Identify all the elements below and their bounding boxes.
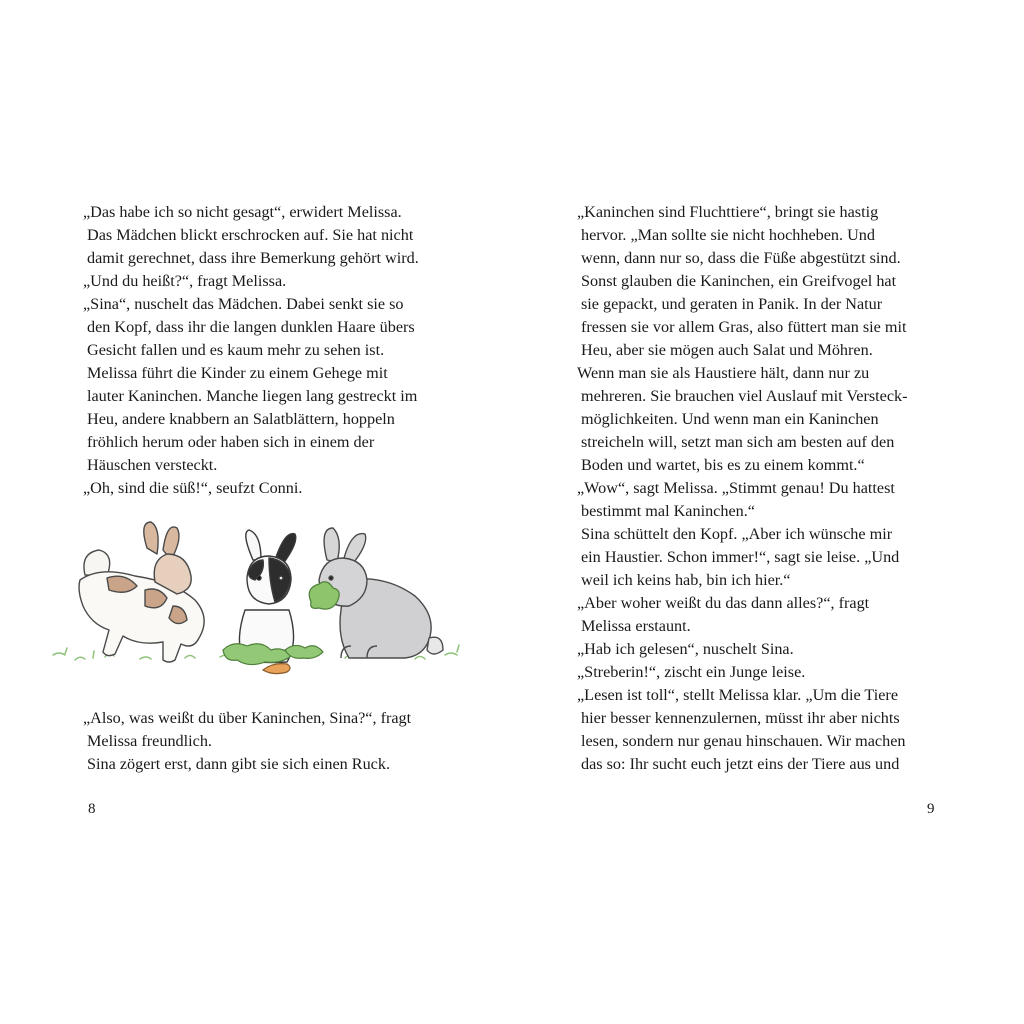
text-line: lesen, sondern nur genau hinschauen. Wir machen [581, 732, 906, 750]
text-line: möglichkeiten. Und wenn man ein Kaninchen [581, 410, 879, 428]
left-page-text-bottom [83, 707, 411, 776]
text-line: mehreren. Sie brauchen viel Auslauf mit Versteck- [581, 387, 908, 405]
text-line: „Das habe ich so nicht gesagt“, erwidert Melissa. [83, 203, 402, 221]
text-line: „Sina“, nuschelt das Mädchen. Dabei senkt sie so [83, 295, 404, 313]
text-line: Melissa freundlich. [87, 732, 212, 750]
text-line: lauter Kaninchen. Manche liegen lang gestreckt im [87, 387, 418, 405]
rabbits-illustration [45, 520, 475, 685]
text-line: weil ich keins hab, bin ich hier.“ [581, 571, 791, 589]
text-line: Das Mädchen blickt erschrocken auf. Sie hat nicht [87, 226, 414, 244]
right-page-text [577, 201, 908, 776]
text-line: das so: Ihr sucht euch jetzt eins der Tiere aus und [581, 755, 900, 773]
right-page [512, 0, 1024, 1024]
carrot [263, 664, 290, 674]
black-white-rabbit [239, 530, 295, 663]
text-line: wenn, dann nur so, dass die Füße abgestützt sind. [581, 249, 901, 267]
text-line: „Oh, sind die süß!“, seufzt Conni. [83, 479, 303, 497]
text-line: Gesicht fallen und es kaum mehr zu sehen ist. [87, 341, 385, 359]
text-line: fressen sie vor allem Gras, also füttert man sie mit [581, 318, 907, 336]
text-line: „Aber woher weißt du das dann alles?“, fragt [577, 594, 870, 612]
text-line: „Wow“, sagt Melissa. „Stimmt genau! Du hattest [577, 479, 895, 497]
text-line: fröhlich herum oder haben sich in einem der [87, 433, 375, 451]
text-line: hier besser kennenzulernen, müsst ihr aber nichts [581, 709, 900, 727]
left-page-text-top [83, 201, 419, 500]
text-line: sie gepackt, und geraten in Panik. In der Natur [581, 295, 883, 313]
text-line: damit gerechnet, dass ihre Bemerkung gehört wird. [87, 249, 419, 267]
text-line: Melissa führt die Kinder zu einem Gehege mit [87, 364, 388, 382]
text-line: „Und du heißt?“, fragt Melissa. [83, 272, 287, 290]
text-line: „Hab ich gelesen“, nuschelt Sina. [577, 640, 794, 658]
page-number-right: 9 [927, 801, 935, 817]
text-line: Wenn man sie als Haustiere hält, dann nur zu [577, 364, 870, 382]
text-line: „Also, was weißt du über Kaninchen, Sina?“, fragt [83, 709, 412, 727]
text-line: Boden und wartet, bis es zu einem kommt.“ [581, 456, 865, 474]
text-line: Heu, andere knabbern an Salatblättern, hoppeln [87, 410, 395, 428]
text-line: „Streberin!“, zischt ein Junge leise. [577, 663, 806, 681]
text-line: hervor. „Man sollte sie nicht hochheben. Und [581, 226, 875, 244]
text-line: streicheln will, setzt man sich am besten auf den [581, 433, 895, 451]
text-line: Sina schüttelt den Kopf. „Aber ich wünsche mir [581, 525, 893, 543]
text-line: „Kaninchen sind Fluchttiere“, bringt sie hastig [577, 203, 879, 221]
text-line: Sonst glauben die Kaninchen, ein Greifvogel hat [581, 272, 897, 290]
spotted-rabbit [79, 522, 204, 662]
text-line: den Kopf, dass ihr die langen dunklen Haare übers [87, 318, 415, 336]
text-line: „Lesen ist toll“, stellt Melissa klar. „Um die Tiere [577, 686, 898, 704]
text-line: Häuschen versteckt. [87, 456, 218, 474]
text-line: Melissa erstaunt. [581, 617, 691, 635]
text-line: ein Haustier. Schon immer!“, sagt sie leise. „Und [581, 548, 900, 566]
text-line: Heu, aber sie mögen auch Salat und Möhren. [581, 341, 873, 359]
text-line: Sina zögert erst, dann gibt sie sich einen Ruck. [87, 755, 390, 773]
page-number-left: 8 [88, 801, 96, 817]
text-line: bestimmt mal Kaninchen.“ [581, 502, 755, 520]
